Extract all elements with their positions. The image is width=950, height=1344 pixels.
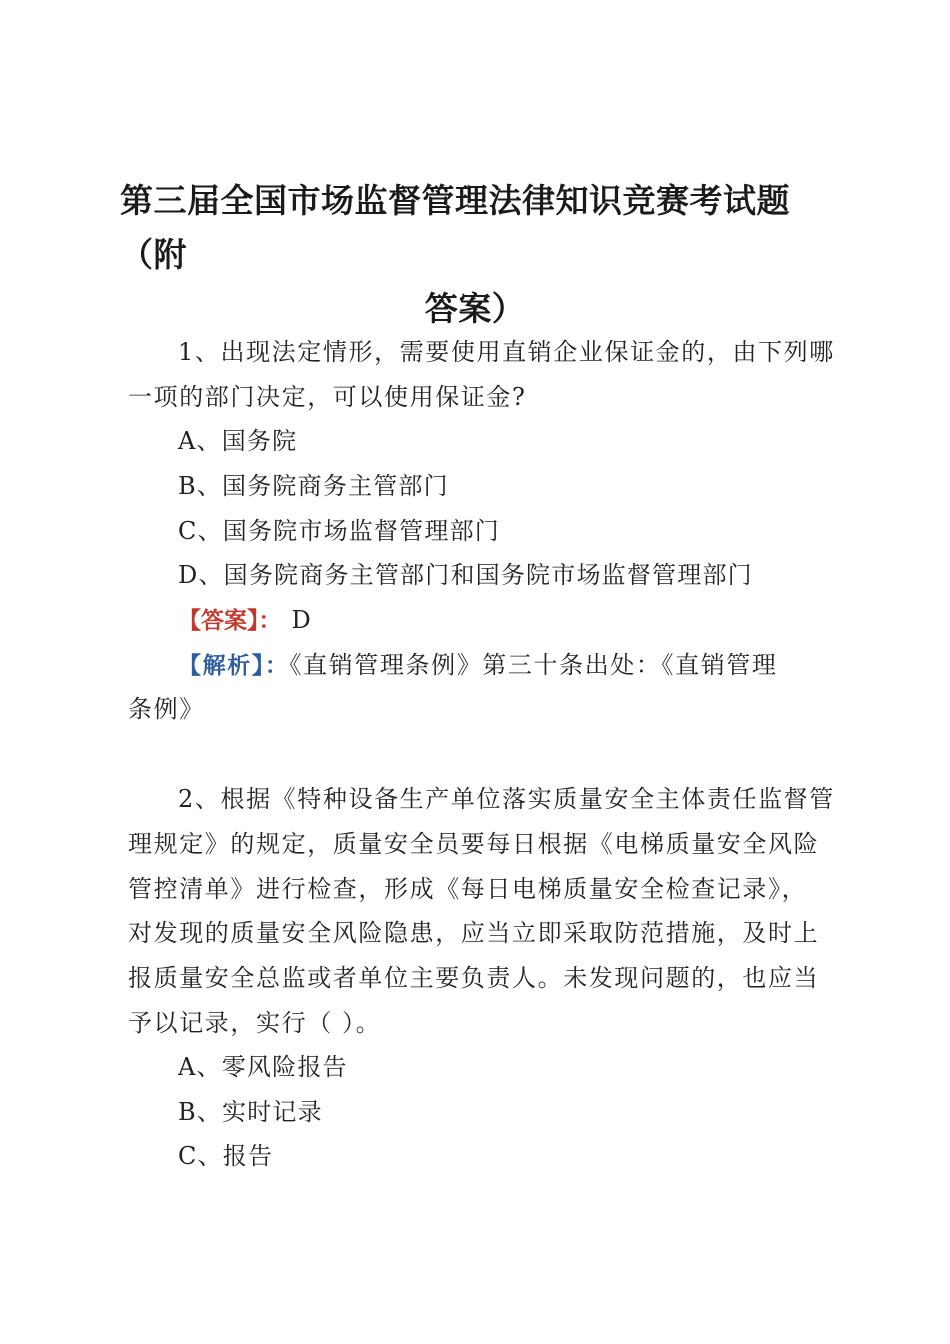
title-line-2: 答案） (424, 289, 526, 328)
question-1-option-a: A、国务院 (178, 427, 298, 455)
question-1-answer (178, 605, 311, 636)
question-2-text-line-6: 予以记录，实行（ ）。 (128, 1009, 382, 1037)
question-2-option-a: A、零风险报告 (178, 1053, 348, 1081)
question-1-option-d: D、国务院商务主管部门和国务院市场监督管理部门 (178, 561, 753, 589)
question-1-text-line-2: 一项的部门决定，可以使用保证金? (128, 383, 527, 411)
question-2-option-b: B、实时记录 (178, 1098, 323, 1126)
question-1-analysis (178, 650, 778, 681)
question-2-text-line-4: 对发现的质量安全风险隐患，应当立即采取防范措施，及时上 (128, 919, 820, 947)
answer-label: 【答案】： (178, 608, 282, 634)
question-1-analysis-line-2: 条例》 (128, 695, 205, 723)
question-2-option-c: C、报告 (178, 1142, 274, 1170)
question-2-text-line-5: 报质量安全总监或者单位主要负责人。未发现问题的，也应当 (128, 964, 820, 992)
analysis-text-line-1: 《直销管理条例》第三十条出处：《直销管理 (289, 651, 778, 679)
question-1-option-b: B、国务院商务主管部门 (178, 472, 449, 500)
question-2-text-line-1: 2、根据《特种设备生产单位落实质量安全主体责任监督管 (178, 785, 835, 813)
question-2-text-line-2: 理规定》的规定，质量安全员要每日根据《电梯质量安全风险 (128, 830, 820, 858)
document-title (120, 174, 830, 336)
question-2-text-line-3: 管控清单》进行检查，形成《每日电梯质量安全检查记录》， (128, 875, 808, 903)
question-1-option-c: C、国务院市场监督管理部门 (178, 517, 500, 545)
question-1-text-line-1: 1、出现法定情形，需要使用直销企业保证金的，由下列哪 (178, 338, 835, 366)
answer-value: D (291, 606, 311, 634)
analysis-label: 【解析】： (178, 653, 290, 679)
title-line-1: 第三届全国市场监督管理法律知识竞赛考试题（附 (120, 181, 790, 274)
